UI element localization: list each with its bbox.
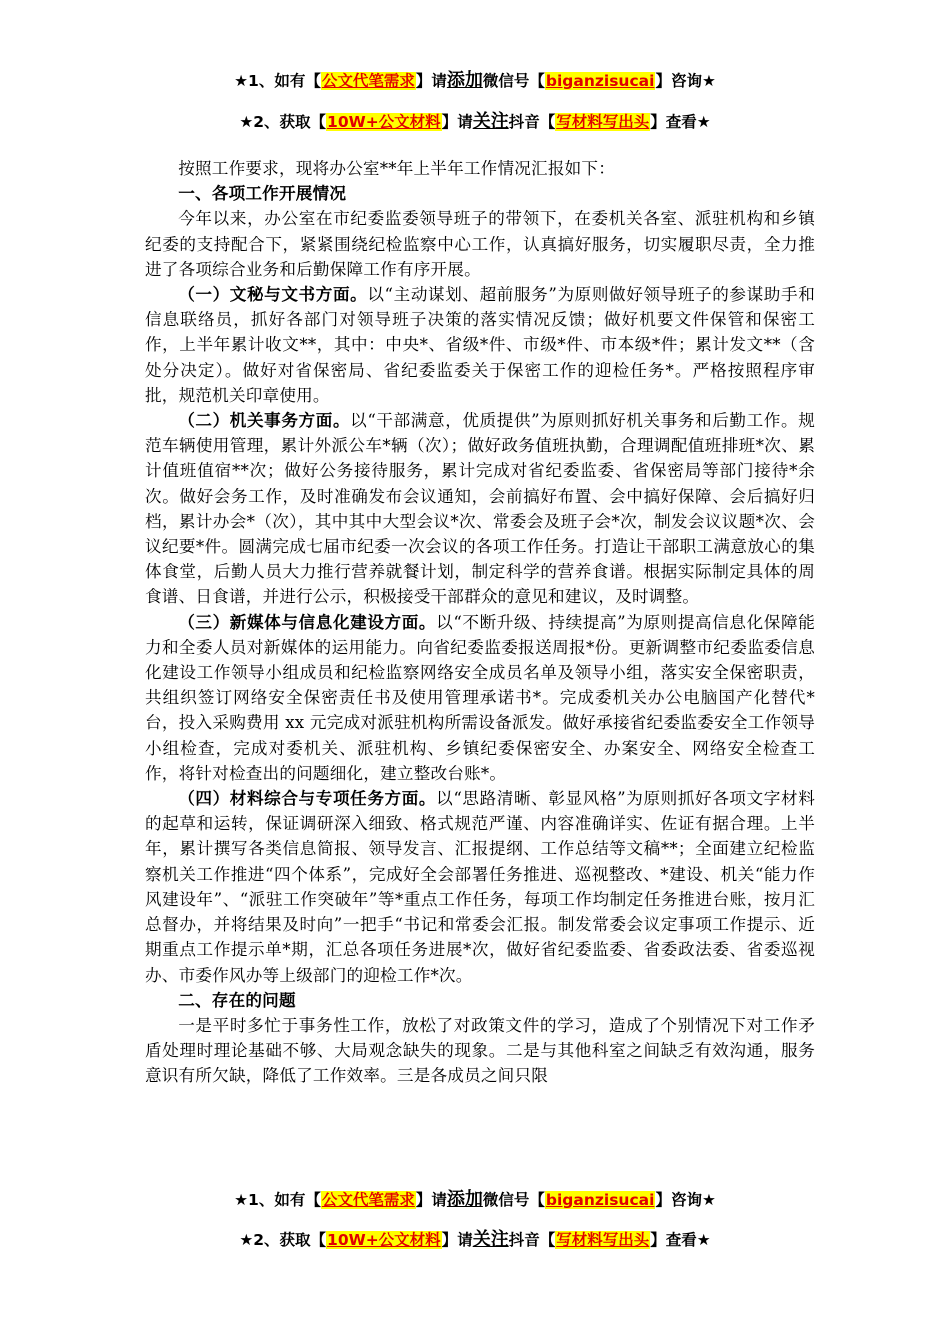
highlight-wechat-id: biganzisucai [545, 1191, 655, 1209]
document-body [145, 156, 815, 1089]
highlight-douyin-id: 写材料写出头 [556, 1231, 650, 1249]
highlight-materials: 10W+公文材料 [327, 113, 441, 131]
subsection-informatization: （三）新媒体与信息化建设方面。以“不断升级、持续提高”为原则提高信息化保障能力和全委人员对新媒体的运用能力。向省纪委监委报送周报*份。更新调整市纪委监委信息化建设工作领导小组成员和纪检监察网络安全成员名单及领导小组，落实安全保密职责，共组织签订网络安全保密责任书及使用管理承诺书*。完成委机关办公电脑国产化替代*台，投入采购费用 xx 元完成对派驻机构所需设备派发。做好承接省纪委监委安全工作领导小组检查，完成对委机关、派驻机构、乡镇纪委保密安全、办案安全、网络安全检查工作，将针对检查出的问题细化，建立整改台账*。 [145, 611, 815, 783]
top-banner-line-2: ★2、获取【10W+公文材料】请关注抖音【写材料写出头】查看★ [239, 111, 711, 132]
subsection-materials: （四）材料综合与专项任务方面。以“思路清晰、彰显风格”为原则抓好各项文字材料的起草和运转，保证调研深入细致、格式规范严谨、内容准确详实、佐证有据合理。上半年，累计撰写各类信息简报、领导发言、汇报提纲、工作总结等文稿**；全面建立纪检监察机关工作推进“四个体系”，完成好全会部署任务推进、巡视整改、*建设、机关“能力作风建设年”、“派驻工作突破年”等*重点工作任务，每项工作均制定任务推进台账，按月汇总督办，并将结果及时向”一把手“书记和常委会汇报。制发常委会议定事项工作提示、近期重点工作提示单*期，汇总各项任务进展*次，做好省纪委监委、省委政法委、省委巡视办、市委作风办等上级部门的迎检工作*次。 [145, 788, 815, 985]
subsection-title: （三）新媒体与信息化建设方面。 [178, 611, 437, 632]
highlight-wechat-id: biganzisucai [545, 72, 655, 90]
section-heading-2: 二、存在的问题 [178, 989, 296, 1010]
intro-paragraph: 按照工作要求，现将办公室**年上半年工作情况汇报如下： [178, 159, 616, 178]
highlight-douyin-id: 写材料写出头 [556, 113, 650, 131]
subsection-secretarial: （一）文秘与文书方面。以“主动谋划、超前服务”为原则做好领导班子的参谋助手和信息联络员，抓好各部门对领导班子决策的落实情况反馈；做好机要文件保管和保密工作，上半年累计收文**，其中：中央*、省级*件、市级*件、市本级*件；累计发文**（含处分决定）。做好对省保密局、省纪委监委关于保密工作的迎检任务*。严格按照程序审批，规范机关印章使用。 [145, 284, 815, 405]
bottom-banner-line-1: ★1、如有【公文代笔需求】请添加微信号【biganzisucai】咨询★ [234, 1189, 716, 1210]
problems-paragraph: 一是平时多忙于事务性工作，放松了对政策文件的学习，造成了个别情况下对工作矛盾处理时理论基础不够、大局观念缺失的现象。二是与其他科室之间缺乏有效沟通，服务意识有所欠缺，降低了工作效率。三是各成员之间只限 [145, 1015, 815, 1086]
subsection-title: （二）机关事务方面。 [178, 410, 351, 431]
subsection-title: （一）文秘与文书方面。 [178, 284, 368, 305]
highlight-service: 公文代笔需求 [321, 1191, 415, 1209]
section-heading-1: 一、各项工作开展情况 [178, 183, 347, 204]
subsection-affairs: （二）机关事务方面。以“干部满意，优质提供”为原则抓好机关事务和后勤工作。规范车辆使用管理，累计外派公车*辆（次）；做好政务值班执勤，合理调配值班排班*次、累计值班值宿**次；做好公务接待服务，累计完成对省纪委监委、省保密局等部门接待*余次。做好会务工作，及时准确发布会议通知，会前搞好布置、会中搞好保障、会后搞好归档，累计办会*（次），其中其中大型会议*次、常委会及班子会*次，制发会议议题*次、会议纪要*件。圆满完成七届市纪委一次会议的各项工作任务。打造让干部职工满意放心的集体食堂，后勤人员大力推行营养就餐计划，制定科学的营养食谱。根据实际制定具体的周食谱、日食谱，并进行公示，积极接受干部群众的意见和建议，及时调整。 [145, 410, 815, 607]
overview-paragraph: 今年以来，办公室在市纪委监委领导班子的带领下，在委机关各室、派驻机构和乡镇纪委的支持配合下，紧紧围绕纪检监察中心工作，认真搞好服务，切实履职尽责，全力推进了各项综合业务和后勤保障工作有序开展。 [145, 209, 815, 279]
highlight-service: 公文代笔需求 [321, 72, 415, 90]
subsection-title: （四）材料综合与专项任务方面。 [178, 788, 437, 809]
bottom-banner-line-2: ★2、获取【10W+公文材料】请关注抖音【写材料写出头】查看★ [239, 1229, 711, 1250]
highlight-materials: 10W+公文材料 [327, 1231, 441, 1249]
top-banner-line-1: ★1、如有【公文代笔需求】请添加微信号【biganzisucai】咨询★ [234, 70, 716, 91]
